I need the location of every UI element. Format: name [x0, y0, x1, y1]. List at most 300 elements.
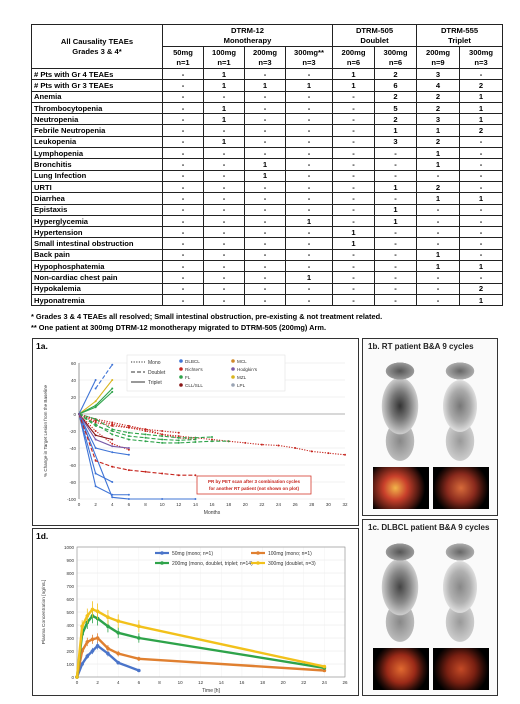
event-count: -: [204, 261, 245, 272]
event-count: 3: [417, 114, 460, 125]
event-count: -: [417, 227, 460, 238]
legend-label: 50mg (mono; n=1): [172, 551, 213, 557]
event-count: -: [245, 125, 286, 136]
event-count: -: [333, 283, 375, 294]
legend-style-label: Triplet: [148, 380, 162, 386]
data-point: [111, 451, 113, 453]
event-count: -: [286, 181, 333, 192]
event-count: -: [163, 272, 204, 283]
event-count: 2: [460, 283, 503, 294]
event-label: Back pain: [32, 249, 163, 260]
panel-1d-tag: 1d.: [36, 531, 49, 541]
legend: [127, 355, 285, 391]
event-count: -: [286, 125, 333, 136]
dose-header: [417, 47, 460, 69]
data-point: [75, 675, 79, 679]
x-tick-label: 14: [218, 680, 224, 685]
data-point: [95, 388, 97, 390]
event-label: Diarrhea: [32, 193, 163, 204]
event-count: 2: [375, 114, 417, 125]
data-point: [137, 636, 141, 640]
event-count: 2: [417, 91, 460, 102]
data-point: [128, 494, 130, 496]
event-count: -: [375, 227, 417, 238]
dose-header: [333, 47, 375, 69]
event-count: 3: [417, 69, 460, 80]
series-line: [79, 414, 195, 475]
event-count: -: [286, 102, 333, 113]
event-count: -: [245, 249, 286, 260]
table-row: [32, 91, 503, 102]
fusion-image-before: [373, 648, 429, 690]
event-count: -: [204, 227, 245, 238]
event-count: -: [204, 91, 245, 102]
event-count: -: [286, 193, 333, 204]
event-count: 1: [245, 170, 286, 181]
event-count: -: [375, 294, 417, 305]
footnote-2: ** One patient at 300mg DTRM-12 monotherapy migrated to DTRM-505 (200mg) Arm.: [31, 323, 326, 332]
event-count: -: [333, 261, 375, 272]
data-point: [95, 473, 97, 475]
legend-marker: [231, 359, 235, 363]
fusion-image-after: [433, 467, 489, 509]
event-count: 1: [204, 136, 245, 147]
data-point: [111, 391, 113, 393]
y-tick-label: 400: [66, 623, 74, 628]
event-count: -: [333, 272, 375, 283]
panel-1b-caption: 1b. RT patient B&A 9 cycles: [368, 342, 474, 351]
legend-marker: [179, 359, 183, 363]
event-count: -: [286, 283, 333, 294]
event-count: 1: [286, 215, 333, 226]
event-count: -: [460, 148, 503, 159]
y-tick-label: 500: [66, 610, 74, 615]
event-count: -: [245, 261, 286, 272]
data-point: [96, 644, 100, 648]
group-header-sub: Triplet: [448, 35, 471, 45]
event-count: -: [375, 159, 417, 170]
legend-type-label: Hodgkin's: [237, 367, 258, 372]
data-point: [95, 379, 97, 381]
x-tick-label: 10: [159, 502, 165, 507]
table-row: [32, 272, 503, 283]
event-count: -: [163, 148, 204, 159]
y-tick-label: 0: [71, 675, 74, 680]
event-count: -: [417, 294, 460, 305]
event-label: URTI: [32, 181, 163, 192]
event-count: -: [286, 170, 333, 181]
event-count: 1: [333, 80, 375, 91]
data-point: [111, 439, 113, 441]
event-count: -: [417, 272, 460, 283]
event-count: -: [245, 238, 286, 249]
event-label: Hypophosphatemia: [32, 261, 163, 272]
x-tick-label: 4: [110, 502, 114, 507]
event-count: -: [163, 283, 204, 294]
x-tick-label: 30: [325, 502, 331, 507]
data-point: [211, 436, 213, 438]
legend-type-label: FL: [185, 375, 191, 380]
x-tick-label: 0: [75, 680, 79, 685]
dose-header: [245, 47, 286, 69]
data-point: [294, 447, 296, 449]
event-count: -: [333, 193, 375, 204]
data-point: [145, 440, 147, 442]
event-count: 1: [417, 159, 460, 170]
event-count: -: [245, 136, 286, 147]
event-count: 5: [375, 102, 417, 113]
data-point: [106, 652, 110, 656]
event-count: 1: [460, 114, 503, 125]
data-point: [137, 625, 141, 629]
y-tick-label: 60: [70, 361, 76, 366]
dose-header-line: 300mg**: [294, 48, 324, 57]
data-point: [78, 413, 80, 415]
dose-header-line: 200mg: [341, 48, 366, 57]
dose-header: [375, 47, 417, 69]
event-count: -: [204, 204, 245, 215]
event-count: -: [375, 249, 417, 260]
data-point: [96, 636, 100, 640]
x-tick-label: 4: [116, 680, 120, 685]
panel-1d: [32, 528, 359, 696]
dose-header-line: n=6: [388, 57, 403, 67]
event-count: -: [417, 215, 460, 226]
data-point: [95, 430, 97, 432]
legend-marker: [231, 375, 235, 379]
x-tick-label: 22: [301, 680, 307, 685]
table-row: [32, 102, 503, 113]
event-count: -: [333, 125, 375, 136]
legend-style-label: Doublet: [148, 370, 166, 376]
event-count: -: [204, 170, 245, 181]
table-row: [32, 283, 503, 294]
event-count: -: [417, 170, 460, 181]
event-count: -: [163, 102, 204, 113]
x-tick-label: 28: [309, 502, 315, 507]
event-count: 1: [204, 80, 245, 91]
x-tick-label: 2: [96, 680, 99, 685]
event-count: 2: [460, 125, 503, 136]
event-count: -: [286, 261, 333, 272]
event-count: 3: [375, 136, 417, 147]
data-point: [96, 610, 100, 614]
dose-header-line: 300mg: [468, 48, 494, 57]
dose-header-line: 50mg: [173, 48, 193, 57]
event-label: Anemia: [32, 91, 163, 102]
y-tick-label: 600: [66, 597, 74, 602]
data-point: [261, 444, 263, 446]
data-point: [161, 430, 163, 432]
data-point: [106, 615, 110, 619]
event-count: -: [245, 294, 286, 305]
x-tick-label: 18: [226, 502, 232, 507]
y-tick-label: 700: [66, 584, 74, 589]
table-row: [32, 204, 503, 215]
data-point: [95, 447, 97, 449]
event-count: -: [163, 136, 204, 147]
event-count: 1: [375, 181, 417, 192]
event-label: Bronchitis: [32, 159, 163, 170]
event-count: -: [163, 261, 204, 272]
event-count: -: [333, 170, 375, 181]
data-point: [95, 434, 97, 436]
event-count: 1: [417, 193, 460, 204]
event-count: -: [163, 125, 204, 136]
x-tick-label: 8: [158, 680, 161, 685]
pk-concentration-chart: [33, 529, 359, 696]
x-tick-label: 26: [342, 680, 348, 685]
data-point: [178, 439, 180, 441]
event-count: -: [245, 148, 286, 159]
data-point: [194, 498, 196, 500]
event-count: -: [204, 159, 245, 170]
dose-header-line: 200mg: [252, 48, 278, 57]
legend-marker: [231, 367, 235, 371]
y-tick-label: 1000: [63, 545, 74, 550]
event-count: 1: [204, 114, 245, 125]
event-count: -: [333, 102, 375, 113]
event-count: -: [204, 148, 245, 159]
event-count: -: [286, 114, 333, 125]
data-point: [128, 439, 130, 441]
event-count: -: [245, 69, 286, 80]
event-count: -: [333, 159, 375, 170]
dose-header: [204, 47, 245, 69]
data-point: [95, 425, 97, 427]
event-count: -: [333, 204, 375, 215]
event-count: 2: [417, 102, 460, 113]
data-point: [111, 443, 113, 445]
y-tick-label: -80: [69, 480, 76, 485]
y-tick-label: 40: [70, 378, 76, 383]
x-axis-label: Months: [203, 510, 221, 516]
legend-type-label: LPL: [237, 383, 246, 388]
data-point: [128, 432, 130, 434]
event-count: -: [163, 193, 204, 204]
y-tick-label: 300: [66, 636, 74, 641]
event-count: -: [204, 249, 245, 260]
data-point: [111, 445, 113, 447]
event-count: -: [163, 170, 204, 181]
event-label: Lymphopenia: [32, 148, 163, 159]
series-line: [96, 365, 113, 389]
data-point: [211, 440, 213, 442]
event-count: -: [460, 181, 503, 192]
fusion-image-before: [373, 467, 429, 509]
event-count: -: [286, 227, 333, 238]
data-point: [311, 450, 313, 452]
x-tick-label: 22: [259, 502, 265, 507]
data-point: [128, 427, 130, 429]
data-point: [194, 441, 196, 443]
event-count: 1: [375, 125, 417, 136]
event-count: 4: [417, 80, 460, 91]
event-count: 1: [460, 294, 503, 305]
event-label: Hyperglycemia: [32, 215, 163, 226]
event-count: -: [204, 181, 245, 192]
event-count: -: [163, 159, 204, 170]
event-label: Neutropenia: [32, 114, 163, 125]
event-count: -: [163, 249, 204, 260]
x-tick-label: 26: [292, 502, 298, 507]
event-count: -: [245, 181, 286, 192]
data-point: [178, 437, 180, 439]
legend-marker: [231, 383, 235, 387]
data-point: [111, 364, 113, 366]
event-count: -: [204, 272, 245, 283]
event-count: 1: [375, 215, 417, 226]
legend-marker: [160, 551, 164, 555]
data-point: [95, 418, 97, 420]
event-count: -: [286, 148, 333, 159]
data-point: [128, 447, 130, 449]
x-tick-label: 6: [127, 502, 131, 507]
dose-header-line: n=3: [302, 57, 316, 67]
data-point: [278, 444, 280, 446]
event-count: -: [375, 148, 417, 159]
event-count: -: [375, 272, 417, 283]
x-tick-label: 20: [242, 502, 248, 507]
pr-note-line: for another RT patient (not shown on plot): [209, 486, 299, 491]
event-count: -: [460, 204, 503, 215]
event-count: -: [163, 215, 204, 226]
y-tick-label: -40: [69, 446, 76, 451]
y-tick-label: 900: [66, 558, 74, 563]
event-count: -: [460, 249, 503, 260]
event-count: -: [163, 294, 204, 305]
pet-scan-before: [375, 361, 425, 461]
event-count: 1: [204, 69, 245, 80]
event-label: Hypokalemia: [32, 283, 163, 294]
event-count: -: [204, 238, 245, 249]
y-axis-label: % Change in Target Lesion from the Baseline: [43, 384, 48, 478]
panel-1a: [32, 338, 359, 526]
x-tick-label: 24: [275, 502, 282, 507]
table-row: [32, 170, 503, 181]
event-count: 1: [286, 272, 333, 283]
data-point: [145, 430, 147, 432]
event-count: -: [204, 294, 245, 305]
data-point: [145, 437, 147, 439]
data-point: [128, 498, 130, 500]
event-count: 2: [417, 136, 460, 147]
x-tick-label: 32: [342, 502, 348, 507]
data-point: [145, 471, 147, 473]
event-count: -: [333, 91, 375, 102]
event-count: -: [204, 193, 245, 204]
data-point: [137, 669, 141, 673]
table-row: [32, 80, 503, 91]
data-point: [116, 652, 120, 656]
event-count: -: [286, 69, 333, 80]
event-label: Hyponatremia: [32, 294, 163, 305]
event-count: -: [460, 215, 503, 226]
panel-1c: [362, 519, 498, 696]
legend-marker: [256, 561, 260, 565]
series-line: [79, 414, 345, 455]
tumor-change-chart: [33, 339, 359, 526]
event-count: 1: [245, 159, 286, 170]
legend-marker: [179, 375, 183, 379]
data-point: [95, 460, 97, 462]
event-count: -: [204, 283, 245, 294]
dose-header-line: n=3: [258, 57, 272, 67]
group-header: [163, 25, 333, 47]
data-point: [111, 423, 113, 425]
y-tick-label: 100: [66, 662, 74, 667]
x-tick-label: 12: [176, 502, 182, 507]
table-row: [32, 227, 503, 238]
group-header-sub: Doublet: [360, 35, 389, 45]
event-count: -: [286, 294, 333, 305]
data-point: [228, 440, 230, 442]
event-count: 1: [333, 69, 375, 80]
event-count: -: [163, 204, 204, 215]
legend: [155, 551, 316, 567]
data-point: [178, 432, 180, 434]
event-count: -: [375, 170, 417, 181]
event-count: -: [204, 215, 245, 226]
legend-type-label: DLBCL: [185, 359, 200, 364]
legend-type-label: MZL: [237, 375, 247, 380]
data-point: [128, 435, 130, 437]
event-label: Epistaxis: [32, 204, 163, 215]
group-header: [333, 25, 417, 47]
data-point: [128, 469, 130, 471]
y-tick-label: 0: [73, 412, 76, 417]
panel-1a-tag: 1a.: [36, 341, 48, 351]
event-count: 1: [333, 238, 375, 249]
event-count: 1: [204, 102, 245, 113]
legend-label: 300mg (doublet, n=3): [268, 561, 316, 567]
panel-1b: [362, 338, 498, 516]
legend-type-label: Richter's: [185, 367, 203, 372]
dose-header-line: 300mg: [383, 48, 408, 57]
group-header-name: DTRM-12: [231, 26, 264, 35]
data-point: [91, 608, 95, 612]
legend-type-label: CLL/SLL: [185, 383, 203, 388]
event-count: -: [163, 238, 204, 249]
x-tick-label: 2: [94, 502, 97, 507]
data-point: [145, 433, 147, 435]
data-point: [86, 654, 90, 658]
dose-header-line: n=6: [346, 57, 361, 67]
event-count: 2: [375, 91, 417, 102]
pet-scan-after: [435, 361, 485, 461]
event-count: 1: [333, 227, 375, 238]
table-row: [32, 148, 503, 159]
event-count: 1: [460, 193, 503, 204]
data-point: [194, 474, 196, 476]
event-count: -: [333, 215, 375, 226]
event-count: 1: [286, 80, 333, 91]
pr-note-line: PR by PET scan after 3 combination cycles: [207, 479, 301, 484]
event-count: -: [163, 227, 204, 238]
data-point: [161, 473, 163, 475]
group-header-name: DTRM-505: [355, 26, 394, 35]
event-count: -: [204, 125, 245, 136]
dose-header: [163, 47, 204, 69]
table-row: [32, 238, 503, 249]
group-header-sub: Monotherapy: [223, 35, 272, 45]
adverse-events-table: [31, 24, 503, 306]
dose-header-line: 200mg: [425, 48, 451, 57]
x-tick-label: 20: [280, 680, 286, 685]
event-label: Febrile Neutropenia: [32, 125, 163, 136]
event-count: 1: [245, 80, 286, 91]
x-tick-label: 24: [321, 680, 327, 685]
